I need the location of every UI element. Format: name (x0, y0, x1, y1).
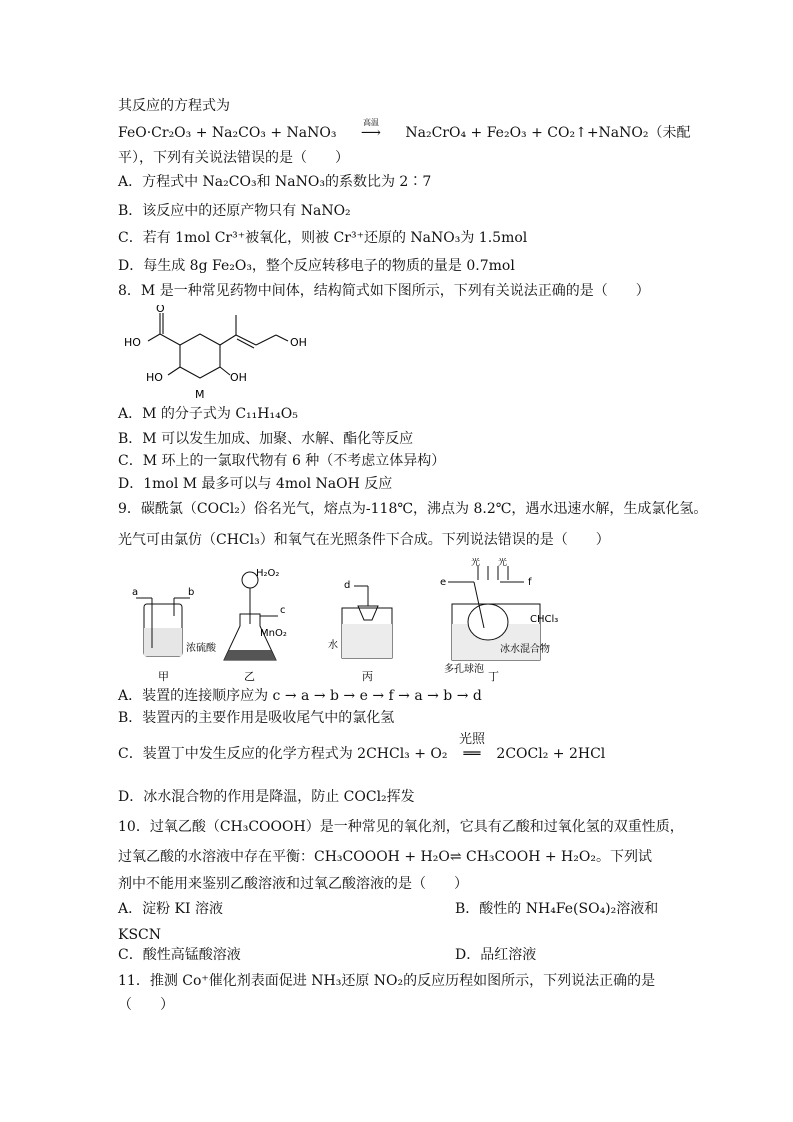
q9-stem-1: 9．碳酰氯（COCl₂）俗名光气，熔点为-118℃，沸点为 8.2℃，遇水迅速水解，生成氯化氢。 (118, 501, 708, 517)
q11-stem-2: （ ） (118, 997, 174, 1013)
q9-option-c-equals: 光照 ══ (452, 744, 492, 764)
q9-apparatus (128, 558, 568, 684)
q9-option-c-pre: C．装置丁中发生反应的化学方程式为 2CHCl₃ + O₂ (118, 746, 448, 762)
q8-struct-oh-ring: OH (230, 371, 247, 384)
q8-option-d: D．1mol M 最多可以与 4mol NaOH 反应 (118, 476, 393, 492)
q7-option-b: B．该反应中的还原产物只有 NaNO₂ (118, 203, 351, 219)
q8-option-c: C．M 环上的一氯取代物有 6 种（不考虑立体异构） (118, 453, 446, 469)
q9-option-b: B．装置丙的主要作用是吸收尾气中的氯化氢 (118, 710, 395, 726)
q8-struct-ho-ring: HO (146, 371, 163, 384)
q10-option-a: A．淀粉 KI 溶液 (118, 901, 223, 917)
q9-ding-e: e (440, 577, 447, 588)
q10-stem-3: 剂中不能用来鉴别乙酸溶液和过氧乙酸溶液的是（ ） (118, 876, 468, 892)
q7-intro: 其反应的方程式为 (118, 98, 230, 114)
q9-ding-light-2: 光 (498, 558, 508, 568)
q9-option-c-condition: 光照 (458, 732, 485, 747)
q8-struct-ho-acid: HO (124, 336, 141, 349)
q9-yi-h2o2: H₂O₂ (256, 568, 280, 579)
q8-struct-name: M (195, 388, 205, 401)
q9-yi-c: c (280, 605, 286, 616)
q10-option-c: C．酸性高锰酸溶液 (118, 947, 241, 963)
q9-ding-ice: 冰水混合物 (500, 644, 550, 655)
q7-option-c: C．若有 1mol Cr³⁺被氧化，则被 Cr³⁺还原的 NaNO₃为 1.5mol (118, 230, 528, 246)
q10-option-b-cont: KSCN (118, 927, 162, 943)
q9-stem-2: 光气可由氯仿（CHCl₃）和氧气在光照条件下合成。下列说法错误的是（ ） (118, 532, 610, 548)
q9-bing-name: 丙 (362, 670, 373, 683)
q7-option-a: A．方程式中 Na₂CO₃和 NaNO₃的系数比为 2∶7 (118, 174, 432, 190)
q9-bing-water: 水 (328, 640, 338, 651)
q7-eq-left: FeO·Cr₂O₃ + Na₂CO₃ + NaNO₃ (118, 125, 337, 141)
q8-struct-o: O (156, 305, 165, 315)
q7-eq-arrow: 高温 ⟶ (341, 123, 401, 143)
q7-eq-cont: 平），下列有关说法错误的是（ ） (118, 150, 349, 166)
q7-eq-condition: 高温 (362, 118, 379, 127)
q10-option-b: B．酸性的 NH₄Fe(SO₄)₂溶液和 (455, 901, 659, 917)
q7-eq-right: Na₂CrO₄ + Fe₂O₃ + CO₂↑+NaNO₂（未配 (405, 125, 691, 141)
q8-option-b: B．M 可以发生加成、加聚、水解、酯化等反应 (118, 431, 414, 447)
q9-yi-name: 乙 (244, 670, 255, 683)
q11-stem-1: 11．推测 Co⁺催化剂表面促进 NH₃还原 NO₂的反应历程如图所示，下列说法正确的是 (118, 973, 656, 989)
q9-jia-a: a (132, 587, 139, 598)
q9-jia-name: 甲 (158, 670, 169, 683)
q8-struct-oh-chain: OH (290, 336, 307, 349)
q9-option-d: D．冰水混合物的作用是降温，防止 COCl₂挥发 (118, 789, 415, 805)
q9-bing-d: d (344, 580, 351, 591)
q9-ding-chcl3: CHCl₃ (530, 614, 559, 625)
q9-option-c-post: 2COCl₂ + 2HCl (496, 746, 606, 762)
q7-equation (118, 118, 691, 143)
q8-structure (118, 305, 318, 405)
q9-ding-bubble: 多孔球泡 (444, 664, 484, 675)
q8-option-a: A．M 的分子式为 C₁₁H₁₄O₅ (118, 406, 298, 422)
q9-yi-mno2: MnO₂ (260, 628, 287, 639)
q9-ding-f: f (528, 577, 532, 588)
q9-option-a: A．装置的连接顺序应为 c → a → b → e → f → a → b → d (118, 688, 482, 704)
q9-jia-b: b (188, 587, 195, 598)
q10-stem-1: 10．过氧乙酸（CH₃COOOH）是一种常见的氧化剂，它具有乙酸和过氧化氢的双重性质， (118, 819, 684, 835)
q10-option-d: D．品红溶液 (455, 947, 537, 963)
q9-ding-light-1: 光 (471, 558, 481, 568)
q9-option-c (118, 732, 606, 764)
q9-jia-liquid: 浓硫酸 (186, 643, 216, 654)
q10-stem-2: 过氧乙酸的水溶液中存在平衡：CH₃COOOH + H₂O⇌ CH₃COOH + H₂O₂。下列试 (118, 849, 652, 865)
q9-ding-name: 丁 (488, 670, 499, 683)
q8-stem: 8．M 是一种常见药物中间体，结构简式如下图所示，下列有关说法正确的是（ ） (118, 283, 650, 299)
q7-option-d: D．每生成 8g Fe₂O₃，整个反应转移电子的物质的量是 0.7mol (118, 258, 515, 274)
